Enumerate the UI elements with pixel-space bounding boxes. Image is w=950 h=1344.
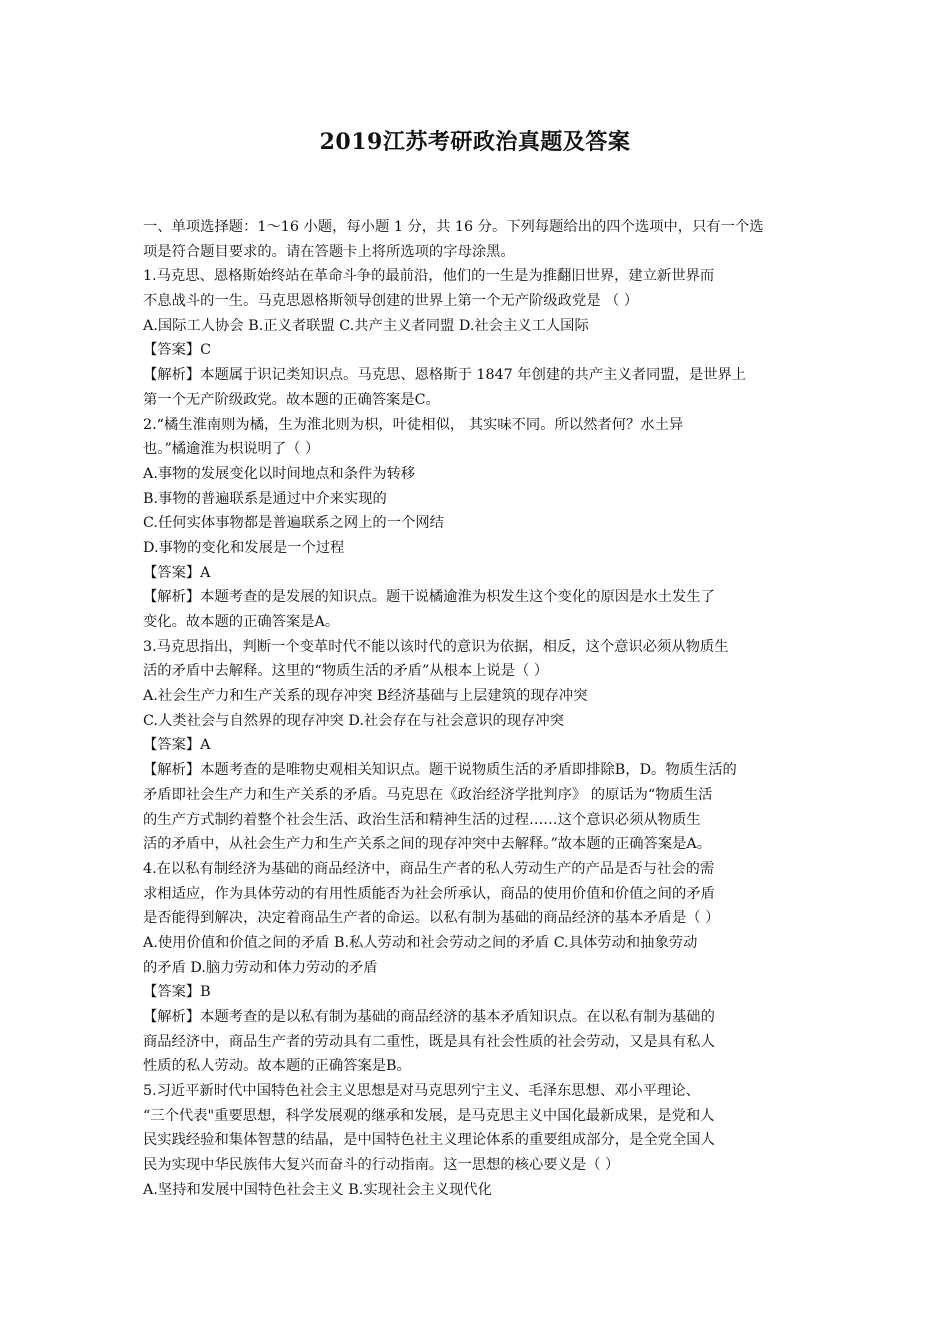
text-line: 活的矛盾中去解释。这里的“物质生活的矛盾”从根本上说是（ ） [143,663,549,680]
text-line: 2.“橘生淮南则为橘，生为淮北则为枳，叶徒相似， 其实味不同。所以然者何？水土异 [143,416,684,433]
text-line: 1.马克思、恩格斯始终站在革命斗争的最前沿，他们的一生是为推翻旧世界，建立新世界而 [143,268,715,285]
text-line: 性质的私人劳动。故本题的正确答案是B。 [143,1058,411,1075]
text-line: 一、单项选择题：1～16 小题，每小题 1 分，共 16 分。下列每题给出的四个选项中，只有一个选 [143,219,764,235]
text-line: A.坚持和发展中国特色社会主义 B.实现社会主义现代化 [143,1181,492,1198]
text-line: 【答案】A [143,564,211,581]
document-body [143,215,808,1203]
text-line: 求相适应，作为具体劳动的有用性质能否为社会所承认，商品的使用价值和价值之间的矛盾 [143,885,715,902]
text-line: 也。”橘逾淮为枳说明了（ ） [143,441,320,458]
text-line: 商品经济中，商品生产者的劳动具有二重性，既是具有社会性质的社会劳动，又是具有私人 [143,1033,715,1050]
text-line: 【解析】本题考查的是以私有制为基础的商品经济的基本矛盾知识点。在以私有制为基础的 [143,1009,715,1025]
text-line: 项是符合题目要求的。请在答题卡上将所选项的字母涂黑。 [143,243,515,260]
text-line: 矛盾即社会生产力和生产关系的矛盾。马克思在《政治经济学批判序》 的原话为“物质生活 [143,786,713,803]
text-line: A.社会生产力和生产关系的现存冲突 B经济基础与上层建筑的现存冲突 [143,688,588,705]
text-line: 的矛盾 D.脑力劳动和体力劳动的矛盾 [143,959,378,976]
text-line: 是否能得到解决，决定着商品生产者的命运。以私有制为基础的商品经济的基本矛盾是（ ） [143,910,720,927]
text-line: 5.习近平新时代中国特色社会主义思想是对马克思列宁主义、毛泽东思想、邓小平理论、 [143,1083,700,1100]
text-line: 不息战斗的一生。马克思恩格斯领导创建的世界上第一个无产阶级政党是 （ ） [143,293,639,310]
text-line: 【答案】A [143,737,211,754]
text-line: 变化。故本题的正确答案是A。 [143,614,340,630]
text-line: A.国际工人协会 B.正义者联盟 C.共产主义者同盟 D.社会主义工人国际 [143,317,589,334]
text-line: B.事物的普遍联系是通过中介来实现的 [143,490,387,507]
text-line: 【解析】本题考查的是唯物史观相关知识点。题干说物质生活的矛盾即排除B，D。物质生活的 [143,762,737,779]
text-line: 【解析】本题属于识记类知识点。马克思、恩格斯于 1847 年创建的共产主义者同盟，是世界上 [143,367,747,384]
text-line: 民为实现中华民族伟大复兴而奋斗的行动指南。这一思想的核心要义是（ ） [143,1157,620,1174]
text-line: 4.在以私有制经济为基础的商品经济中，商品生产者的私人劳动生产的产品是否与社会的需 [143,860,715,877]
text-line: 第一个无产阶级政党。故本题的正确答案是C。 [143,391,440,408]
page-title: 2019江苏考研政治真题及答案 [319,129,631,155]
text-line: 【答案】C [143,342,212,359]
text-line: 活的矛盾中，从社会生产力和生产关系之间的现存冲突中去解释。”故本题的正确答案是A。 [143,836,712,853]
text-line: 【答案】B [143,984,211,1001]
text-line: D.事物的变化和发展是一个过程 [143,539,345,556]
text-line: 【解析】本题考查的是发展的知识点。题干说橘逾淮为枳发生这个变化的原因是水土发生了 [143,589,715,606]
text-line: A.使用价值和价值之间的矛盾 B.私人劳动和社会劳动之间的矛盾 C.具体劳动和抽象劳动 [143,934,698,951]
text-line: C.任何实体事物都是普遍联系之网上的一个网结 [143,515,444,532]
text-line: 民实践经验和集体智慧的结晶，是中国特色社主义理论体系的重要组成部分，是全党全国人 [143,1132,715,1149]
text-line: 3.马克思指出，判断一个变革时代不能以该时代的意识为依据，相反，这个意识必须从物质生 [143,638,729,655]
text-line: C.人类社会与自然界的现存冲突 D.社会存在与社会意识的现存冲突 [143,712,565,729]
text-line: 的生产方式制约着整个社会生活、政治生活和精神生活的过程……这个意识必须从物质生 [143,811,701,828]
text-line: A.事物的发展变化以时间地点和条件为转移 [143,465,416,482]
text-line: “三个代表"重要思想，科学发展观的继承和发展，是马克思主义中国化最新成果，是党和人 [143,1107,715,1124]
